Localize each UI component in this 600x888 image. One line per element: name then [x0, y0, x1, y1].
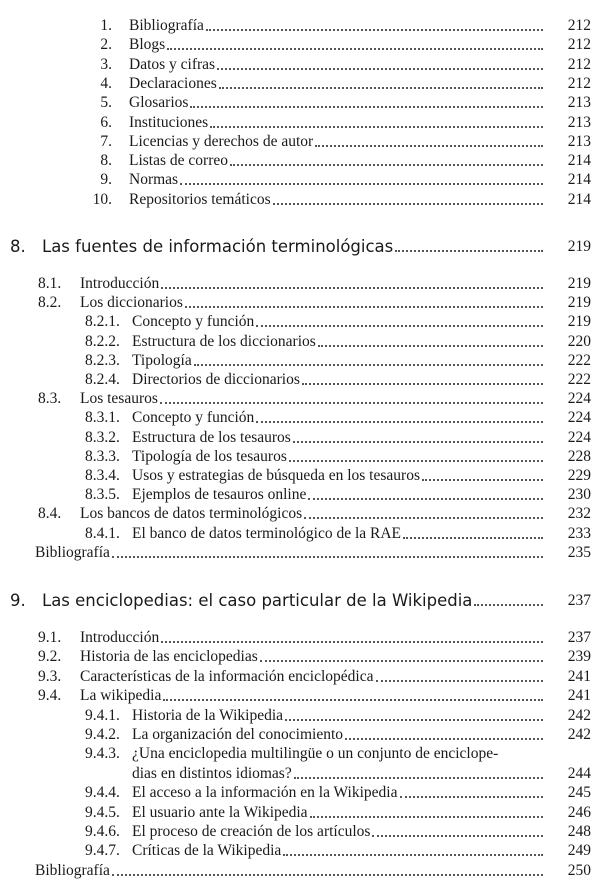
entry-number: 8.4.1.: [85, 524, 120, 542]
entry-title: Estructura de los tesauros: [132, 428, 291, 446]
toc-entry-section[interactable]: [38, 686, 591, 706]
dot-leader: [112, 874, 543, 876]
page-number: 229: [567, 467, 591, 484]
toc-entry-continuation[interactable]: [132, 764, 591, 784]
toc-entry-chapter[interactable]: [10, 591, 591, 611]
entry-number: 9.4.7.: [85, 842, 120, 860]
page-number: 241: [567, 667, 591, 685]
toc-entry-section[interactable]: [38, 628, 591, 648]
dot-leader: [210, 126, 543, 128]
dot-leader: [112, 556, 543, 558]
entry-number: 8.2.3.: [85, 351, 120, 369]
dot-leader: [161, 287, 543, 289]
page-number: 241: [567, 687, 591, 705]
entry-title: Bibliografía: [35, 543, 110, 561]
toc-entry-subsection[interactable]: [85, 351, 591, 371]
dot-leader: [400, 796, 544, 798]
page-number: 219: [567, 275, 591, 292]
entry-number: 8.3.2.: [85, 428, 120, 446]
toc-entry-subsection[interactable]: [85, 370, 591, 390]
entry-number: 8.2.2.: [85, 332, 120, 350]
entry-title: El usuario ante la Wikipedia: [132, 803, 308, 821]
toc-entry-list[interactable]: [100, 35, 591, 55]
dot-leader: [206, 29, 543, 31]
entry-title: Directorios de diccionarios: [132, 371, 300, 388]
dot-leader: [185, 306, 543, 308]
toc-entry-subsection[interactable]: [85, 783, 591, 803]
entry-title: Los bancos de datos terminológicos: [80, 505, 303, 523]
page-number: 219: [567, 313, 591, 331]
toc-entry-list[interactable]: [100, 132, 591, 152]
toc-entry-subsection[interactable]: [85, 803, 591, 823]
entry-number: 9.2.: [38, 648, 62, 666]
entry-title: Concepto y función: [132, 313, 255, 331]
page-number: 219: [567, 294, 591, 312]
entry-number: 9.4.4.: [85, 784, 120, 802]
entry-number: 6.: [100, 113, 112, 131]
entry-title: Estructura de los diccionarios: [132, 332, 316, 350]
entry-number: 1.: [100, 17, 112, 34]
toc-entry-subsection[interactable]: [85, 841, 591, 861]
dot-leader: [194, 364, 543, 366]
entry-title: Críticas de la Wikipedia: [132, 842, 282, 860]
entry-title: Repositorios temáticos: [129, 190, 271, 208]
entry-title: El acceso a la información en la Wikipedia: [132, 784, 398, 802]
page-number: 222: [567, 371, 591, 388]
dot-leader: [219, 87, 543, 89]
toc-entry-list[interactable]: [100, 170, 591, 190]
entry-number: 2.: [100, 36, 112, 54]
toc-entry-subsection[interactable]: [85, 725, 591, 745]
dot-leader: [289, 460, 543, 462]
entry-title: Los diccionarios: [80, 294, 183, 312]
entry-number: 9.: [10, 591, 26, 610]
entry-title: Bibliografía: [35, 861, 110, 879]
toc-entry-list[interactable]: [100, 74, 591, 94]
dot-leader: [310, 816, 543, 818]
entry-title: Las enciclopedias: el caso particular de la Wikipedia: [42, 591, 473, 610]
dot-leader: [160, 402, 543, 404]
entry-number: 8.2.4.: [85, 371, 120, 388]
page-number: 235: [567, 543, 591, 561]
dot-leader: [161, 641, 543, 643]
dot-leader: [217, 68, 543, 70]
page-number: 232: [567, 505, 591, 523]
toc-entry-section[interactable]: [38, 647, 591, 667]
entry-number: 8.3.3.: [85, 447, 120, 465]
page-number: 248: [567, 823, 591, 840]
entry-title: Las fuentes de información terminológicas: [42, 237, 394, 256]
toc-entry-section[interactable]: [38, 504, 591, 524]
dot-leader: [372, 835, 543, 837]
page-number: 237: [567, 592, 591, 609]
entry-title: Bibliografía: [129, 17, 204, 34]
entry-number: 8.3.: [38, 390, 62, 408]
entry-number: 9.4.3.: [85, 745, 120, 763]
entry-number: 3.: [100, 55, 112, 73]
toc-entry-list[interactable]: [92, 190, 591, 210]
toc-entry-subsection[interactable]: [85, 466, 591, 486]
dot-leader: [294, 777, 543, 779]
entry-number: 8.3.4.: [85, 467, 120, 484]
entry-title: Glosarios: [129, 94, 189, 112]
page-number: 237: [567, 629, 591, 646]
toc-entry-chapter[interactable]: [10, 237, 591, 257]
toc-entry-subsection[interactable]: [85, 408, 591, 428]
toc-entry-list[interactable]: [100, 16, 591, 36]
entry-number: 9.4.: [38, 687, 62, 705]
entry-title: ¿Una enciclopedia multilingüe o un conjunto de enciclope-: [132, 745, 499, 763]
entry-number: 9.4.5.: [85, 803, 120, 821]
entry-title: Normas: [129, 171, 179, 189]
page-number: 224: [567, 428, 591, 446]
page-number: 212: [567, 36, 591, 54]
entry-title: Historia de la Wikipedia: [132, 706, 284, 724]
dot-leader: [256, 421, 543, 423]
entry-number: 8.2.1.: [85, 313, 120, 331]
page-number: 222: [567, 351, 591, 369]
page-number: 214: [567, 190, 591, 208]
page-number: 233: [567, 524, 591, 542]
entry-number: 9.4.1.: [85, 706, 120, 724]
toc-entry-section[interactable]: [38, 274, 591, 294]
page-number: 214: [567, 171, 591, 189]
entry-title: Licencias y derechos de autor: [129, 132, 314, 150]
entry-number: 8.2.: [38, 294, 62, 312]
entry-title: Tipología de los tesauros: [132, 447, 287, 465]
entry-number: 9.4.6.: [85, 823, 120, 840]
dot-leader: [318, 345, 543, 347]
page-number: 214: [567, 152, 591, 170]
entry-title: La organización del conocimiento: [132, 726, 344, 743]
entry-title: dias en distintos idiomas?: [132, 764, 292, 782]
entry-title: Introducción: [80, 629, 160, 646]
dot-leader: [273, 203, 543, 205]
page-number: 219: [567, 238, 591, 255]
entry-title: Ejemplos de tesauros online: [132, 486, 307, 504]
dot-leader: [315, 145, 543, 147]
page-number: 224: [567, 409, 591, 427]
page-number: 230: [567, 486, 591, 504]
dot-leader: [308, 498, 543, 500]
page-number: 213: [567, 113, 591, 131]
toc-entry-subsection[interactable]: [85, 822, 591, 842]
page-number: 242: [567, 706, 591, 724]
entry-number: 8.3.1.: [85, 409, 120, 427]
entry-number: 8.1.: [38, 275, 62, 292]
toc-entry-subsection[interactable]: [85, 706, 591, 726]
dot-leader: [474, 604, 543, 606]
page-number: 220: [567, 332, 591, 350]
entry-title: Blogs: [129, 36, 166, 54]
entry-number: 8.4.: [38, 505, 62, 523]
page-number: 212: [567, 17, 591, 34]
entry-title: Usos y estrategias de búsqueda en los tesauros: [132, 467, 420, 484]
entry-number: 9.4.2.: [85, 726, 120, 743]
dot-leader: [260, 660, 543, 662]
entry-title: El banco de datos terminológico de la RAE: [132, 524, 402, 542]
dot-leader: [304, 517, 543, 519]
dot-leader: [395, 250, 543, 252]
dot-leader: [256, 325, 543, 327]
toc-entry-subsection[interactable]: [85, 332, 591, 352]
page-number: 246: [567, 803, 591, 821]
page-number: 213: [567, 132, 591, 150]
entry-title: Historia de las enciclopedias: [80, 648, 258, 666]
entry-number: 8.3.5.: [85, 486, 120, 504]
toc-entry-list[interactable]: [100, 55, 591, 75]
entry-number: 8.: [10, 237, 26, 256]
toc-entry-biblio[interactable]: [35, 543, 591, 563]
toc-entry-subsection[interactable]: [85, 312, 591, 332]
entry-title: Instituciones: [129, 113, 209, 131]
entry-title: Tipología: [132, 351, 192, 369]
entry-number: 9.1.: [38, 629, 62, 646]
toc-entry-biblio[interactable]: [35, 861, 591, 881]
entry-number: 7.: [100, 132, 112, 150]
toc-entry-subsection[interactable]: [85, 485, 591, 505]
page-number: 239: [567, 648, 591, 666]
entry-title: Datos y cifras: [129, 55, 216, 73]
toc-entry-section[interactable]: [38, 667, 591, 687]
toc-entry-list[interactable]: [100, 93, 591, 113]
page-number: 212: [567, 74, 591, 92]
entry-number: 5.: [100, 94, 112, 112]
page-number: 212: [567, 55, 591, 73]
page-number: 242: [567, 726, 591, 743]
entry-number: 9.3.: [38, 667, 62, 685]
dot-leader: [163, 699, 543, 701]
dot-leader: [167, 48, 543, 50]
entry-title: Características de la información enciclopédica: [80, 667, 374, 685]
toc-entry-list[interactable]: [100, 151, 591, 171]
dot-leader: [285, 719, 543, 721]
dot-leader: [190, 106, 543, 108]
page-number: 228: [567, 447, 591, 465]
entry-title: Introducción: [80, 275, 160, 292]
page-number: 213: [567, 94, 591, 112]
dot-leader: [345, 738, 543, 740]
toc-entry-section[interactable]: [38, 293, 591, 313]
toc-entry-subsection[interactable]: [85, 447, 591, 467]
toc-entry-subsection[interactable]: [85, 744, 591, 764]
dot-leader: [230, 164, 543, 166]
toc-entry-list[interactable]: [100, 113, 591, 133]
dot-leader: [293, 441, 543, 443]
dot-leader: [180, 183, 543, 185]
entry-number: 4.: [100, 74, 112, 92]
toc-entry-subsection[interactable]: [85, 428, 591, 448]
entry-title: La wikipedia: [80, 687, 162, 705]
page-number: 244: [567, 764, 591, 782]
page-number: 249: [567, 842, 591, 860]
page-number: 250: [567, 861, 591, 879]
dot-leader: [283, 854, 543, 856]
entry-title: Declaraciones: [129, 74, 217, 92]
page-number: 245: [567, 784, 591, 802]
entry-number: 10.: [92, 190, 112, 208]
entry-title: Los tesauros: [80, 390, 158, 408]
dot-leader: [422, 479, 543, 481]
dot-leader: [403, 537, 543, 539]
entry-title: Concepto y función: [132, 409, 255, 427]
dot-leader: [376, 680, 544, 682]
entry-title: El proceso de creación de los artículos: [132, 823, 371, 840]
toc-entry-section[interactable]: [38, 389, 591, 409]
page-number: 224: [567, 390, 591, 408]
toc-entry-subsection[interactable]: [85, 524, 591, 544]
entry-number: 9.: [100, 171, 112, 189]
entry-title: Listas de correo: [129, 152, 228, 170]
entry-number: 8.: [100, 152, 112, 170]
dot-leader: [302, 383, 543, 385]
